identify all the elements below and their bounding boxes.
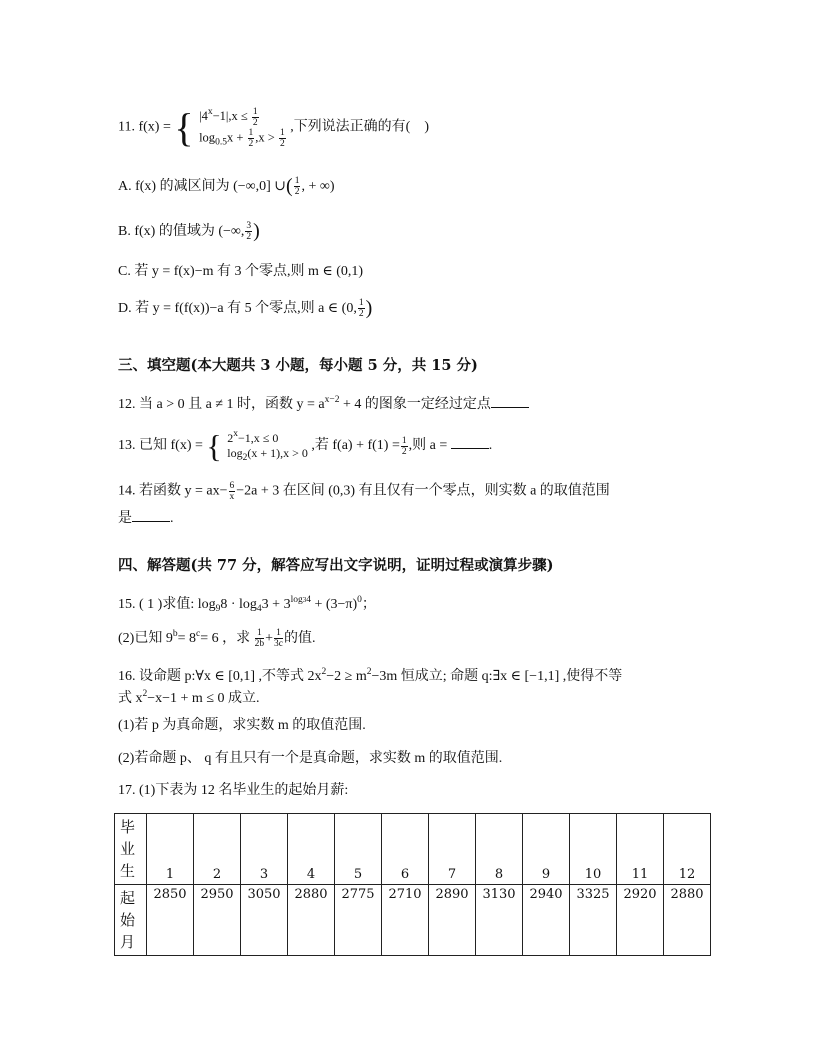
- table-cell: 3: [241, 814, 288, 885]
- answer-blank: [451, 434, 489, 449]
- question-16-line-1: 16. 设命题 p:∀x ∈ [0,1] ,不等式 $2x^2-2 \ge m^2-3m$ 恒成立; 命题 q:∃x ∈ [−1,1] ,使得不等: [118, 667, 623, 684]
- q11-case-1: $|4^x-1|,x$ ≤ $\frac{1}{2}$: [199, 106, 258, 128]
- table-cell: 7: [429, 814, 476, 885]
- table-cell: 1: [147, 814, 194, 885]
- section-3-heading: 三、填空题(本大题共 3 小题，每小题 5 分，共 15 分): [118, 357, 478, 374]
- q11-case-2: $\log_{0.5}x$ + $\frac{1}{2}$ ,x > $\frac{1}{2}$: [199, 127, 285, 149]
- table-cell: 12: [664, 814, 711, 885]
- table-cell: 11: [617, 814, 664, 885]
- table-cell: 9: [523, 814, 570, 885]
- q11-number: 11.: [118, 119, 135, 135]
- table-row-salaries: [115, 885, 711, 956]
- table-cell: 2775: [335, 885, 382, 956]
- question-12: 12. 当 a > 0 且 a ≠ 1 时，函数 $y = a^{x-2} + 4$ 的图象一定经过定点: [118, 390, 529, 415]
- table-row-students: [115, 814, 711, 885]
- question-13: 13. 已知 f(x) = { $2^x-1,x \le 0$ $\log_2(x + 1),x > 0$ ,若 f(a) + f(1) = $\frac{1}{2}$ ,则 a = .: [118, 428, 493, 464]
- question-11-stem: [118, 104, 429, 154]
- answer-blank: [132, 507, 170, 522]
- table-cell: 2710: [382, 885, 429, 956]
- table-cell: 2880: [288, 885, 335, 956]
- table-cell: 2950: [194, 885, 241, 956]
- question-15-part-2: (2)已知 $9^b= 8^c= 6$ ，求 $\frac{1}{2b}$ + $\frac{1}{3c}$ 的值.: [118, 628, 316, 650]
- question-14-line-2: 是 .: [118, 507, 174, 529]
- table-cell: 3325: [570, 885, 617, 956]
- q11-piecewise-cases: [199, 104, 287, 151]
- table-cell: 4: [288, 814, 335, 885]
- table-cell: 2890: [429, 885, 476, 956]
- q11-option-d: D. 若 y = f(f(x))−a 有 5 个零点,则 a ∈ (0, $\frac{1}{2}$ ): [118, 297, 373, 320]
- table-cell: 8: [476, 814, 523, 885]
- question-16-sub-1: (1)若 p 为真命题，求实数 m 的取值范围.: [118, 718, 366, 733]
- q11-option-a: A. f(x) 的减区间为 (−∞,0] ∪( $\frac{1}{2}$ , + ∞): [118, 175, 335, 198]
- q11-tail: ,下列说法正确的有( ): [290, 119, 430, 135]
- section-4-heading: 四、解答题(共 77 分，解答应写出文字说明，证明过程或演算步骤): [118, 557, 554, 574]
- q11-func: f(x) =: [138, 119, 171, 135]
- table-cell: 2940: [523, 885, 570, 956]
- piecewise-brace: {: [174, 104, 194, 150]
- question-14-line-1: 14. 若函数 y = ax− $\frac{6}{x}$ −2a + 3 在区间 (0,3) 有且仅有一个零点，则实数 a 的取值范围: [118, 481, 610, 502]
- table-cell: 3130: [476, 885, 523, 956]
- question-15-part-1: 15. ( 1 )求值: $\log_98 \cdot \log_43 + 3^{log34} + (3-\pi)^0$；: [118, 595, 376, 614]
- question-17-intro: 17. (1)下表为 12 名毕业生的起始月薪:: [118, 783, 349, 798]
- row-header-students: 毕 业 生: [115, 814, 147, 885]
- piecewise-brace: {: [206, 428, 222, 464]
- table-cell: 2880: [664, 885, 711, 956]
- q11-option-b: B. f(x) 的值域为 (−∞, $\frac{3}{2}$ ): [118, 220, 260, 243]
- table-cell: 2: [194, 814, 241, 885]
- salary-table: [114, 813, 711, 956]
- table-cell: 3050: [241, 885, 288, 956]
- table-cell: 2850: [147, 885, 194, 956]
- row-header-salaries: 起 始 月: [115, 885, 147, 956]
- question-16-sub-2: (2)若命题 p、 q 有且只有一个是真命题，求实数 m 的取值范围.: [118, 751, 503, 766]
- table-cell: 10: [570, 814, 617, 885]
- question-16-line-2: 式 $x^2-x-1 + m \le 0$ 成立.: [118, 689, 260, 706]
- table-cell: 5: [335, 814, 382, 885]
- table-cell: 6: [382, 814, 429, 885]
- table-cell: 2920: [617, 885, 664, 956]
- q11-option-c: C. 若 y = f(x)−m 有 3 个零点,则 m ∈ (0,1): [118, 264, 364, 279]
- answer-blank: [491, 393, 529, 408]
